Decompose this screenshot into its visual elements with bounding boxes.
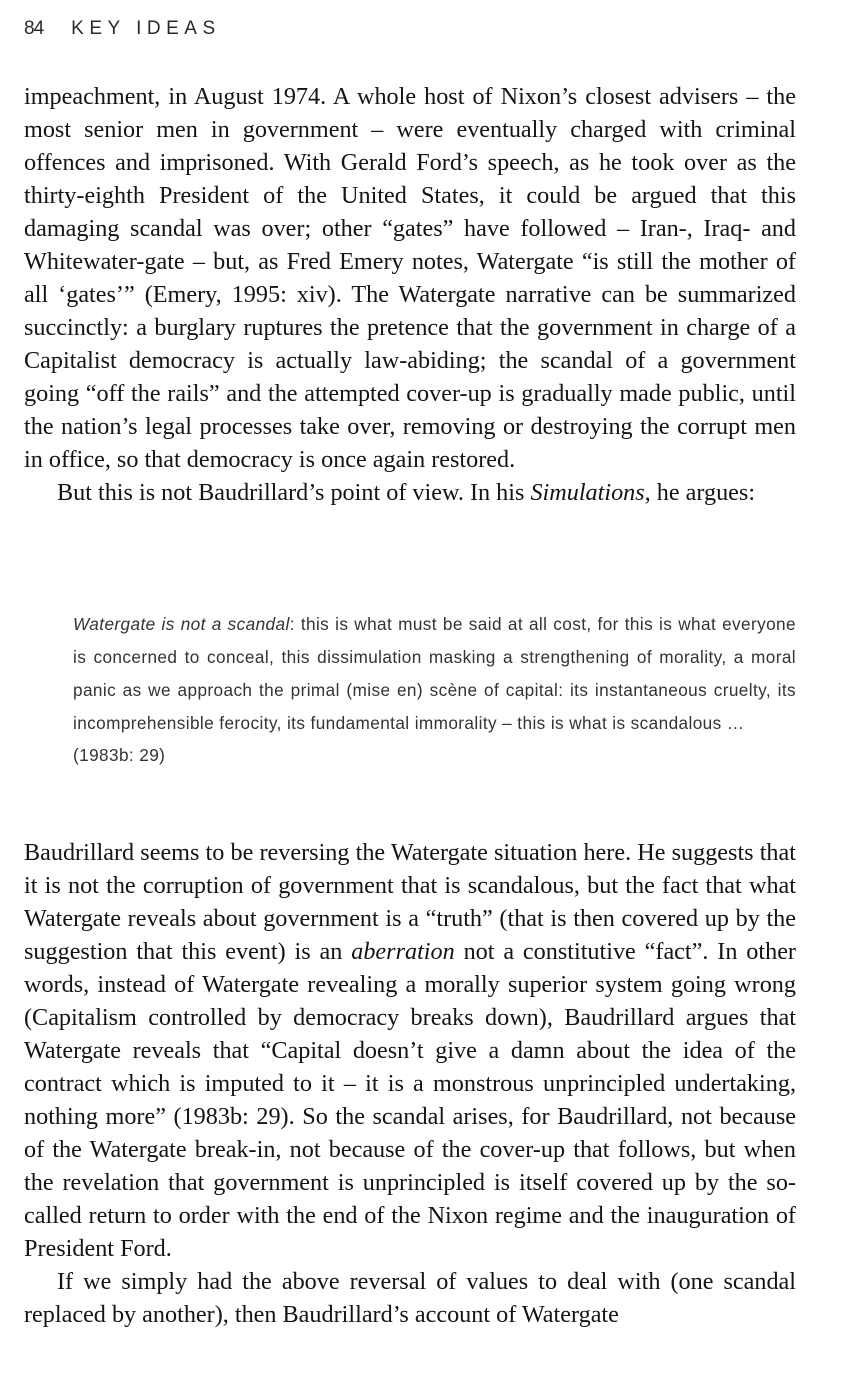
quote-italic-lead: Watergate is not a scandal [73,614,290,634]
paragraph-2-text-after: , he argues: [644,479,756,506]
paragraph-4: If we simply had the above reversal of values to deal with (one scandal replaced by another), then Baudrillard’s account of Watergate [24,1268,796,1328]
block-quote [73,608,796,772]
paragraph-2-text-before: But this is not Baudrillard’s point of view. In his [57,479,531,506]
running-head [24,18,221,40]
body-text-block-1 [24,80,796,509]
section-title: KEY IDEAS [71,18,221,39]
quote-citation: (1983b: 29) [73,745,166,765]
paragraph-2 [24,476,796,509]
term-aberration: aberration [351,938,455,965]
quote-text [73,608,796,740]
paragraph-1: impeachment, in August 1974. A whole host of Nixon’s closest advisers – the most senior men in government – were eventually charged with criminal offences and imprisoned. With Gerald Ford’s speech, as he took over as the thirty-eighth President of the United States, it could be argued that this damaging scandal was over; other “gates” have followed – Iran-, Iraq- and Whitewater-gate – but, as Fred Emery notes, Watergate “is still the mother of all ‘gates’” (Emery, 1995: xiv). The Watergate narrative can be summarized succinctly: a burglary ruptures the pretence that the government in charge of a Capitalist democracy is actually law-abiding; the scandal of a government going “off the rails” and the attempted cover-up is gradually made public, until the nation’s legal processes take over, removing or destroying the corrupt men in office, so that democracy is once again restored. [24,83,796,473]
page-number: 84 [24,18,44,39]
quote-body: : this is what must be said at all cost, for this is what everyone is concerned to conceal, this dissimulation masking a strengthening of morality, a moral panic as we approach the primal (mise en) scène of capital: its instantaneous cruelty, its incomprehensible ferocity, its fundamental immorality – this is what is scandalous … [73,614,796,733]
paragraph-3-text-before: Baudrillard seems to be reversing the Watergate situation here. He suggests that it is not the corruption of government that is scandalous, but the fact that what Watergate reveals about government is a “truth” (that is then covered up by the suggestion that this event) is an [24,839,796,965]
paragraph-3-text-after: not a constitutive “fact”. In other words, instead of Watergate revealing a morally superior system going wrong (Capitalism controlled by democracy breaks down), Baudrillard argues that Watergate reveals that “Capital doesn’t give a damn about the idea of the contract which is imputed to it – it is a monstrous unprincipled undertaking, nothing more” (1983b: 29). So the scandal arises, for Baudrillard, not because of the Watergate break-in, not because of the cover-up that follows, but when the revelation that government is unprincipled is itself covered up by the so-called return to order with the end of the Nixon regime and the inauguration of President Ford. [24,938,796,1262]
paragraph-3 [24,836,796,1265]
body-text-block-2 [24,836,796,1331]
book-title-simulations: Simulations [530,479,645,506]
